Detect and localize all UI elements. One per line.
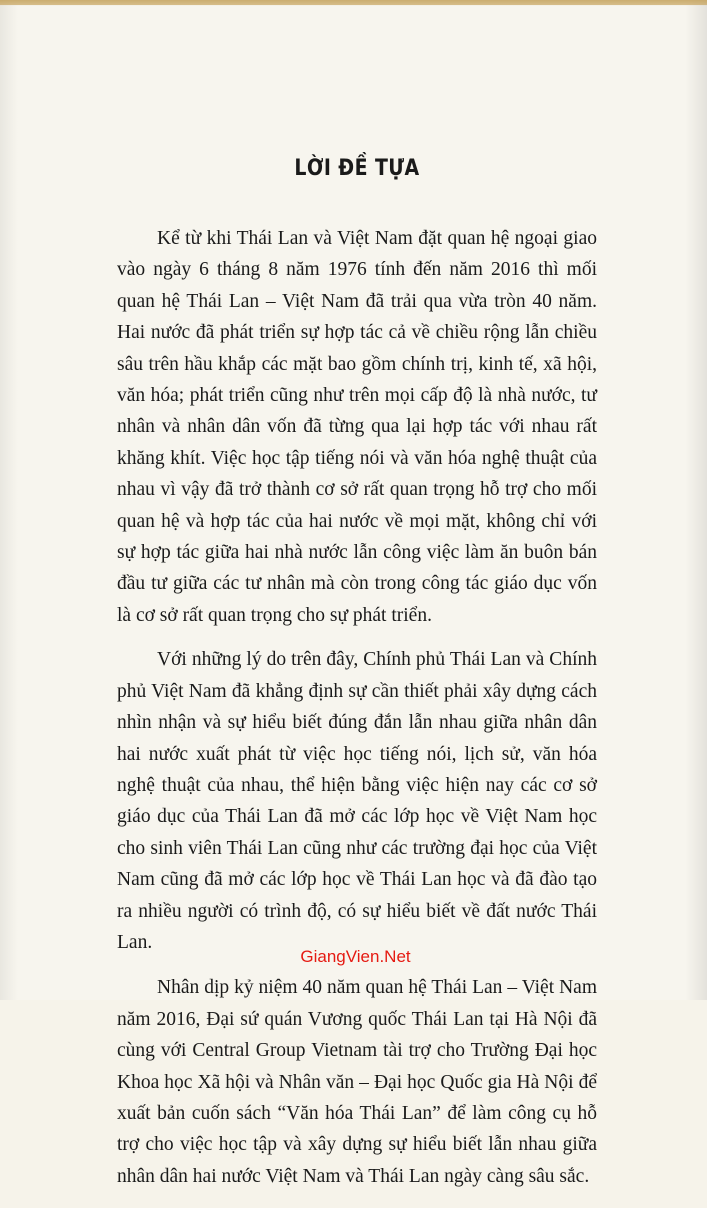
page-title: LỜI ĐỀ TỰA [294,156,420,181]
page-top-edge [0,0,707,5]
paragraph-2: Với những lý do trên đây, Chính phủ Thái Lan và Chính phủ Việt Nam đã khẳng định sự cần thiết phải xây dựng cách nhìn nhận và sự hiểu biết đúng đắn lẫn nhau giữa nhân dân hai nước xuất phát từ việc học tiếng nói, lịch sử, văn hóa nghệ thuật của nhau, thể hiện bằng việc hiện nay các cơ sở giáo dục của Thái Lan đã mở các lớp học về Việt Nam học cho sinh viên Thái Lan cũng như các trường đại học của Việt Nam cũng đã mở các lớp học về Thái Lan học và đã đào tạo ra nhiều người có trình độ, có sự hiểu biết về đất nước Thái Lan. [117,649,597,953]
paragraph-3: Nhân dịp kỷ niệm 40 năm quan hệ Thái Lan – Việt Nam năm 2016, Đại sứ quán Vương quốc Thái Lan tại Hà Nội đã cùng với Central Group Vietnam tài trợ cho Trường Đại học Khoa học Xã hội và Nhân văn – Đại học Quốc gia Hà Nội để xuất bản cuốn sách “Văn hóa Thái Lan” để làm công cụ hỗ trợ cho việc học tập và xây dựng sự hiểu biết lẫn nhau giữa nhân dân hai nước Việt Nam và Thái Lan ngày càng sâu sắc. [117,977,597,1187]
watermark-text: GiangVien.Net [300,947,411,966]
page-content [117,155,597,1208]
paragraph-1: Kể từ khi Thái Lan và Việt Nam đặt quan hệ ngoại giao vào ngày 6 tháng 8 năm 1976 tính đến năm 2016 thì mối quan hệ Thái Lan – Việt Nam đã trải qua vừa tròn 40 năm. Hai nước đã phát triển sự hợp tác cả về chiều rộng lẫn chiều sâu trên hầu khắp các mặt bao gồm chính trị, kinh tế, xã hội, văn hóa; phát triển cũng như trên mọi cấp độ là nhà nước, tư nhân và nhân dân vốn đã từng qua lại hợp tác với nhau rất khăng khít. Việc học tập tiếng nói và văn hóa nghệ thuật của nhau vì vậy đã trở thành cơ sở rất quan trọng hỗ trợ cho mối quan hệ và hợp tác của hai nước về mọi mặt, không chỉ với sự hợp tác giữa hai nhà nước lẫn công việc làm ăn buôn bán đầu tư giữa các tư nhân mà còn trong công tác giáo dục vốn là cơ sở rất quan trọng cho sự phát triển. [117,228,597,626]
